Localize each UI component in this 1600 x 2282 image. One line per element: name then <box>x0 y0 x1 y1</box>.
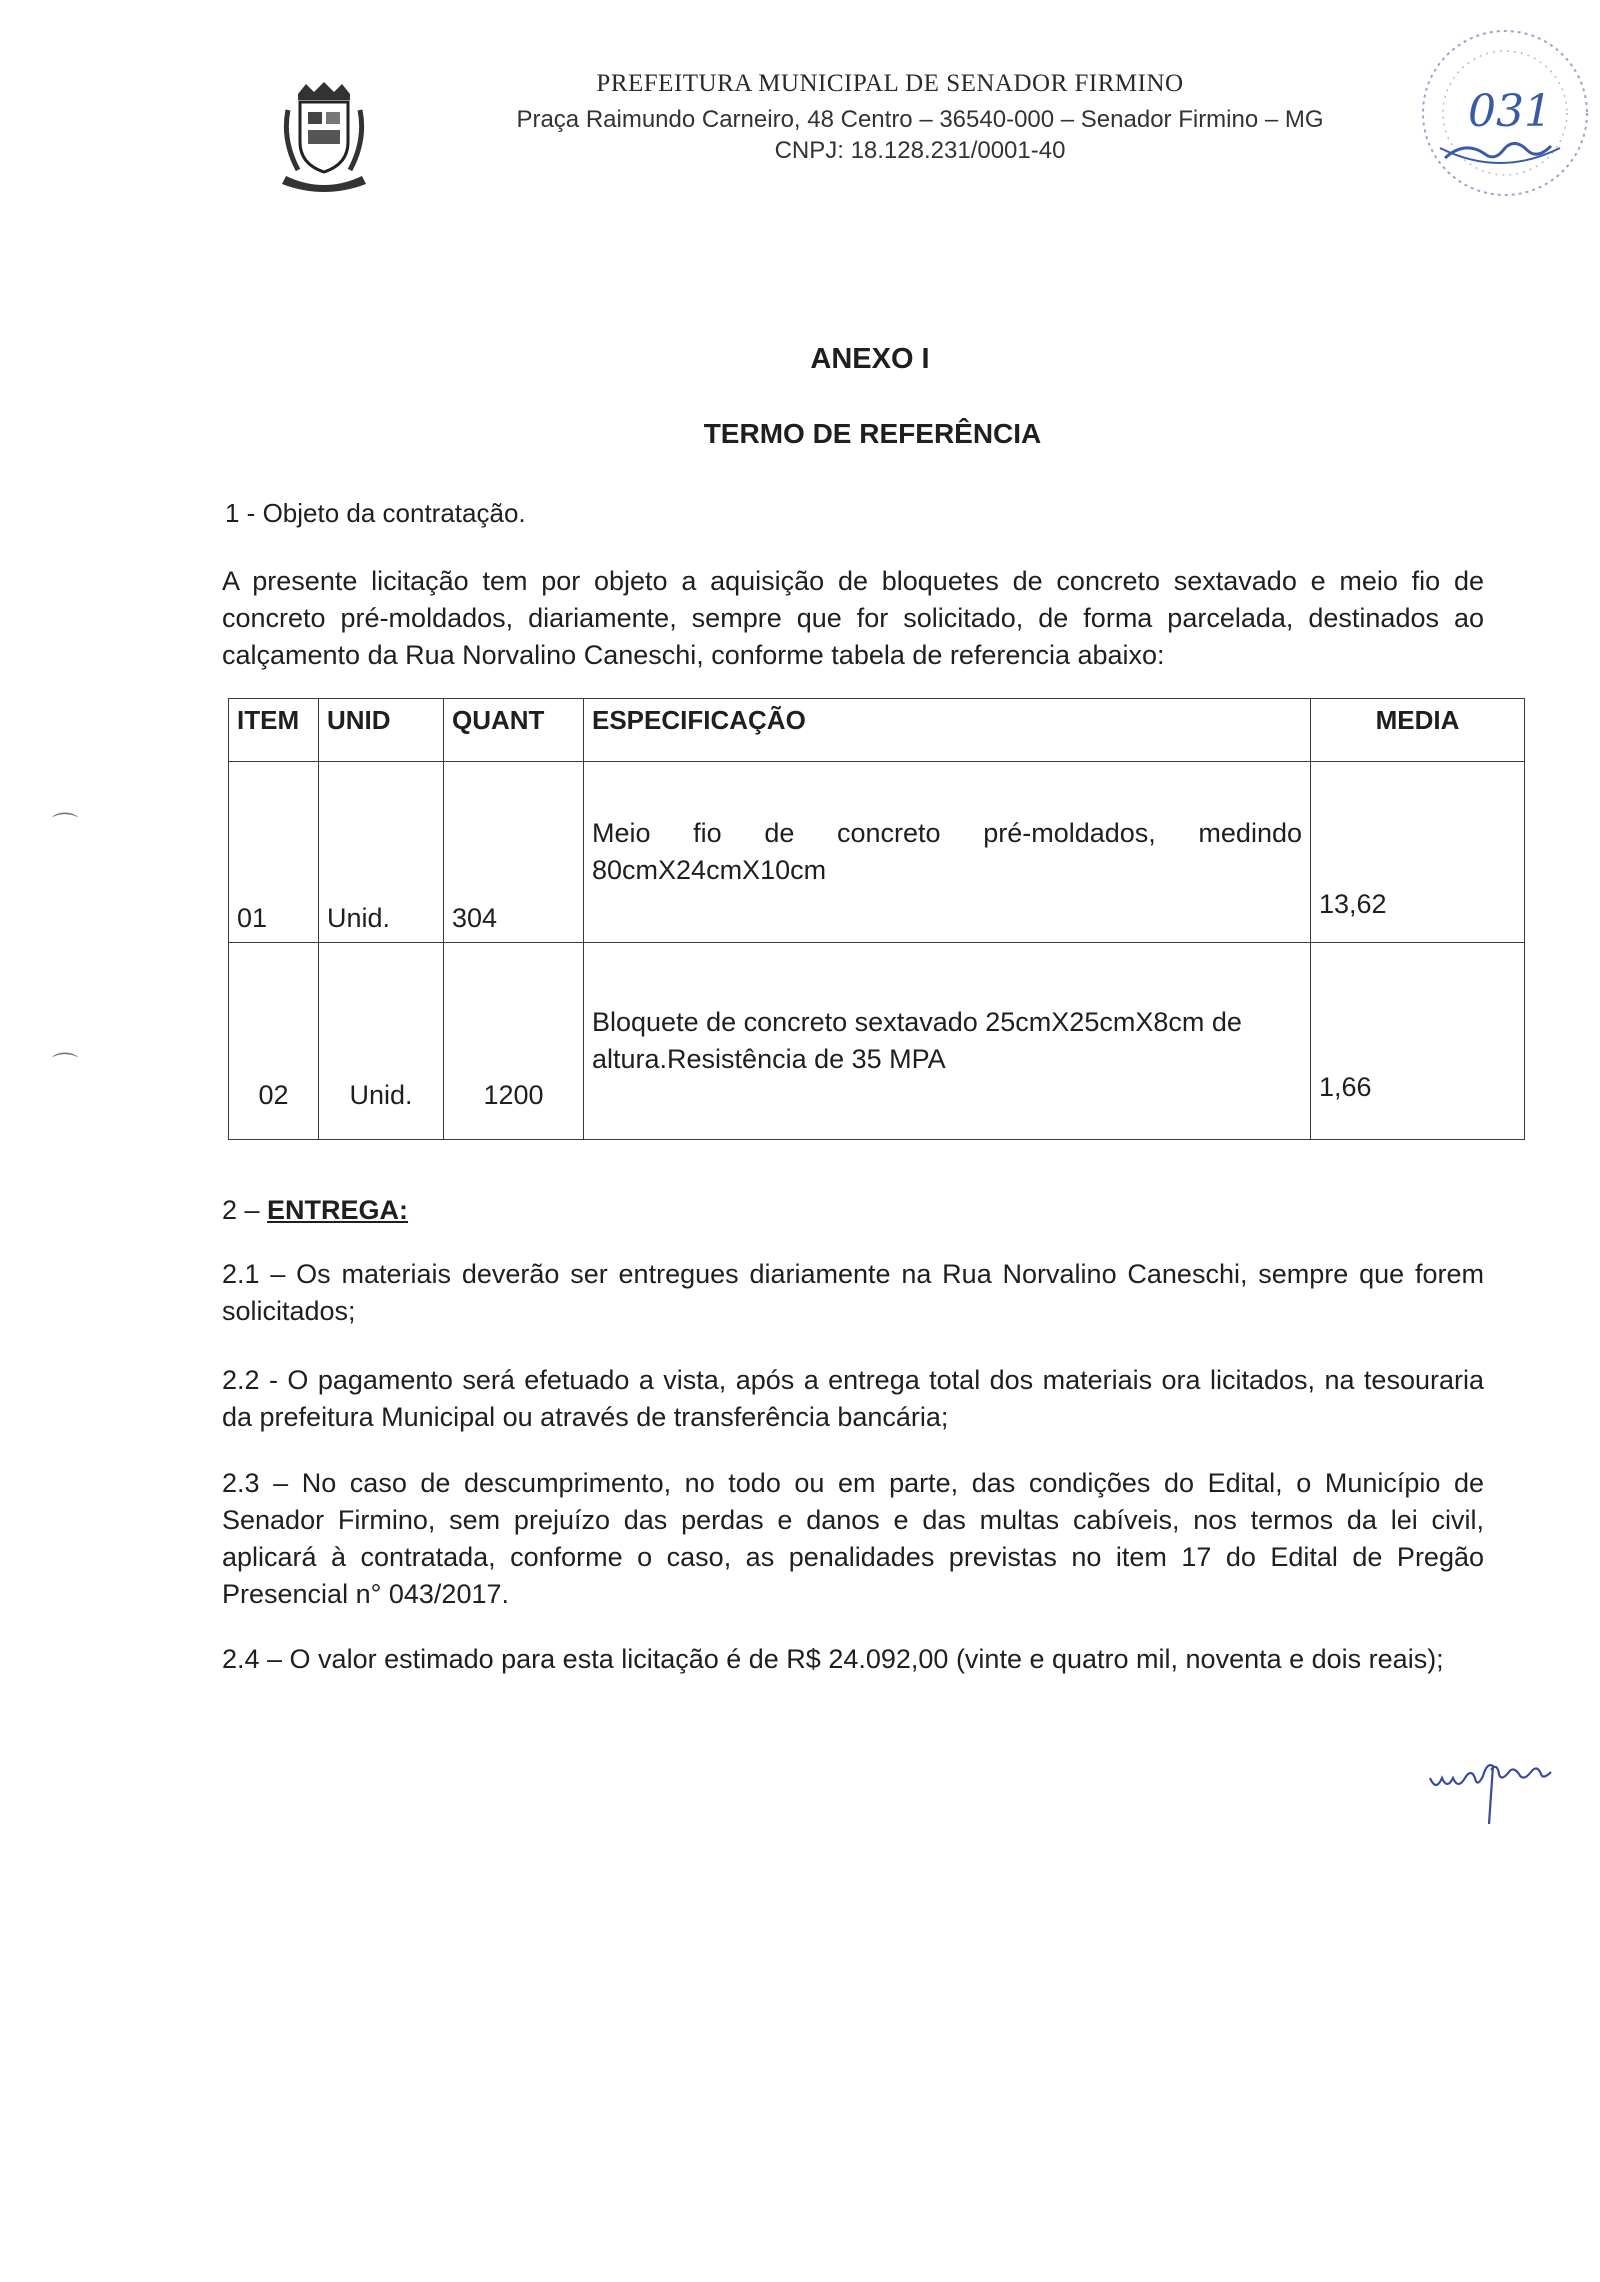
header-org-name: PREFEITURA MUNICIPAL DE SENADOR FIRMINO <box>596 70 1184 97</box>
clause-2-4: 2.4 – O valor estimado para esta licitação é de R$ 24.092,00 (vinte e quatro mil, noventa e dois reais); <box>222 1644 1444 1674</box>
scan-mark: ⌒ <box>52 1051 79 1081</box>
cell-spec: Meio fio de concreto pré-moldados, medindo 80cmX24cmX10cm <box>584 762 1311 943</box>
section2-title: ENTREGA: <box>267 1195 409 1225</box>
col-header-unid: UNID <box>319 699 444 762</box>
cell-item: 02 <box>229 943 319 1140</box>
page-stamp <box>1400 18 1600 203</box>
coat-of-arms-logo <box>278 80 370 192</box>
section2-number: 2 – <box>222 1195 268 1225</box>
cell-quant: 304 <box>444 762 584 943</box>
section2-heading <box>222 1195 408 1226</box>
clause-2-2: 2.2 - O pagamento será efetuado a vista, após a entrega total dos materiais ora licitados, na tesouraria da prefeitura Municipal ou através de transferência bancária; <box>222 1365 1484 1432</box>
header-address: Praça Raimundo Carneiro, 48 Centro – 36540-000 – Senador Firmino – MG <box>516 106 1324 133</box>
cell-spec: Bloquete de concreto sextavado 25cmX25cmX8cm de altura.Resistência de 35 MPA <box>584 943 1311 1140</box>
section1-text: A presente licitação tem por objeto a aquisição de bloquetes de concreto sextavado e meio fio de concreto pré-moldados, diariamente, sempre que for solicitado, de forma parcelada, destinados ao calçamento da Rua Norvalino Caneschi, conforme tabela de referencia abaixo: <box>222 566 1484 670</box>
cell-media: 1,66 <box>1311 943 1525 1140</box>
table-row <box>229 762 1525 943</box>
header-cnpj: CNPJ: 18.128.231/0001-40 <box>774 137 1066 164</box>
scan-mark: ⌒ <box>52 811 79 841</box>
annex-title: ANEXO I <box>810 343 930 375</box>
col-header-media: MEDIA <box>1311 699 1525 762</box>
stamp-number: 031 <box>1468 86 1552 137</box>
table-header-row <box>229 699 1525 762</box>
section1-heading: 1 - Objeto da contratação. <box>225 498 526 528</box>
handwritten-signature <box>1425 1740 1575 1830</box>
cell-item: 01 <box>229 762 319 943</box>
col-header-quant: QUANT <box>444 699 584 762</box>
term-title: TERMO DE REFERÊNCIA <box>703 418 1042 449</box>
cell-unid: Unid. <box>319 943 444 1140</box>
cell-quant: 1200 <box>444 943 584 1140</box>
clause-2-1: 2.1 – Os materiais deverão ser entregues diariamente na Rua Norvalino Caneschi, sempre que forem solicitados; <box>222 1259 1484 1326</box>
col-header-spec: ESPECIFICAÇÃO <box>584 699 1311 762</box>
cell-media: 13,62 <box>1311 762 1525 943</box>
clause-2-3: 2.3 – No caso de descumprimento, no todo ou em parte, das condições do Edital, o Município de Senador Firmino, sem prejuízo das perdas e danos e das multas cabíveis, nos termos da lei civil, aplicará à contratada, conforme o caso, as penalidades previstas no item 17 do Edital de Pregão Presencial n° 043/2017. <box>222 1468 1484 1609</box>
cell-unid: Unid. <box>319 762 444 943</box>
table-row <box>229 943 1525 1140</box>
reference-table <box>228 698 1525 1140</box>
col-header-item: ITEM <box>229 699 319 762</box>
